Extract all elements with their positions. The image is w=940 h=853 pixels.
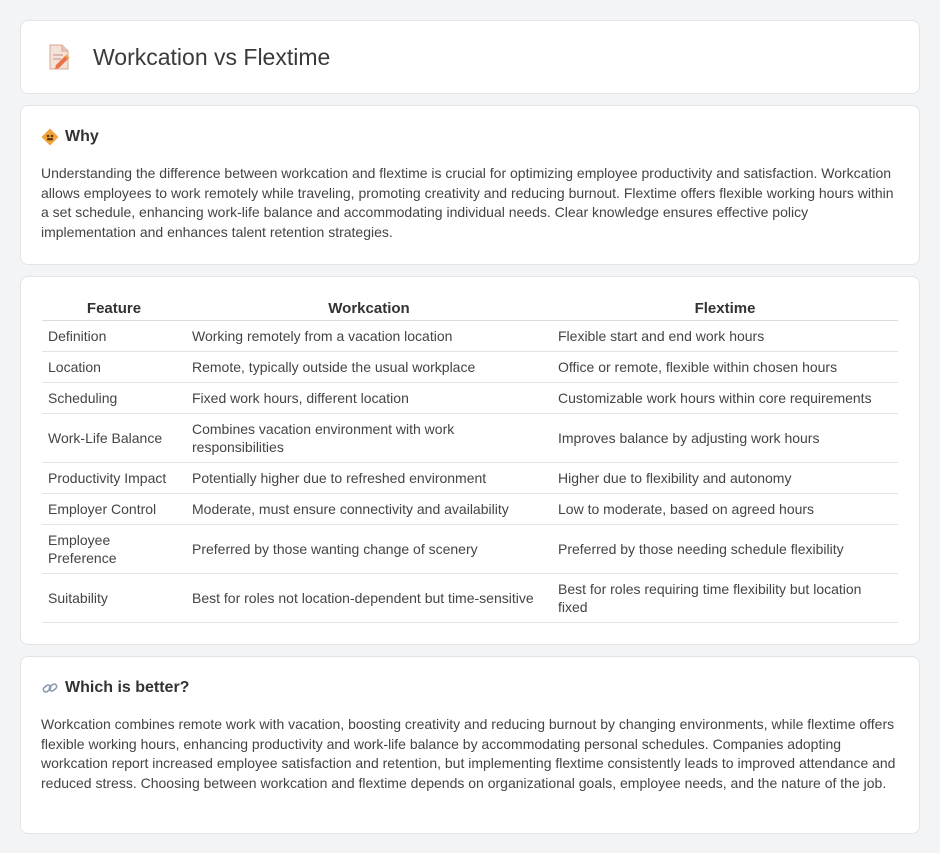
workcation-cell: Moderate, must ensure connectivity and availability <box>186 494 552 525</box>
header-workcation: Workcation <box>186 297 552 321</box>
header-feature: Feature <box>42 297 186 321</box>
flextime-cell: Flexible start and end work hours <box>552 321 898 352</box>
workcation-cell: Preferred by those wanting change of scenery <box>186 525 552 574</box>
why-heading: Why <box>65 128 99 145</box>
flextime-cell: Low to moderate, based on agreed hours <box>552 494 898 525</box>
table-row <box>42 525 898 574</box>
workcation-cell: Best for roles not location-dependent but time-sensitive <box>186 574 552 623</box>
workcation-cell: Potentially higher due to refreshed environment <box>186 463 552 494</box>
link-icon <box>41 679 59 697</box>
workcation-cell: Fixed work hours, different location <box>186 383 552 414</box>
why-text: Understanding the difference between workcation and flextime is crucial for optimizing employee productivity and satisfaction. Workcation allows employees to work remotely while traveling, promoting creativity and reducing burnout. Flextime offers flexible working hours within a set schedule, enhancing work-life balance and accommodating individual needs. Clear knowledge ensures effective policy implementation and enhances talent retention strategies. <box>41 165 894 240</box>
workcation-cell: Working remotely from a vacation location <box>186 321 552 352</box>
workcation-cell: Combines vacation environment with work responsibilities <box>186 414 552 463</box>
table-row <box>42 494 898 525</box>
table-row <box>42 574 898 623</box>
table-row <box>42 414 898 463</box>
flextime-cell: Higher due to flexibility and autonomy <box>552 463 898 494</box>
better-heading: Which is better? <box>65 679 190 696</box>
comparison-table <box>42 297 898 623</box>
flextime-cell: Office or remote, flexible within chosen hours <box>552 352 898 383</box>
header-flextime: Flextime <box>552 297 898 321</box>
comparison-table-card <box>20 276 920 645</box>
flextime-cell: Best for roles requiring time flexibility but location fixed <box>552 574 898 623</box>
flextime-cell: Customizable work hours within core requirements <box>552 383 898 414</box>
feature-cell: Employer Control <box>42 494 186 525</box>
page-title: Workcation vs Flextime <box>93 43 331 70</box>
diamond-sign-icon <box>41 128 59 146</box>
table-row <box>42 352 898 383</box>
document-pencil-icon <box>47 44 71 70</box>
table-row <box>42 321 898 352</box>
why-section <box>20 105 920 265</box>
table-row <box>42 463 898 494</box>
better-text: Workcation combines remote work with vacation, boosting creativity and reducing burnout by changing environments, while flextime offers flexible working hours, enhancing productivity and work-life balance by accommodating personal schedules. Companies adopting workcation report increased employee satisfaction and retention, but implementing flextime consistently leads to improved attendance and reduced stress. Choosing between workcation and flextime depends on organizational goals, employee needs, and the nature of the job. <box>41 716 896 791</box>
feature-cell: Productivity Impact <box>42 463 186 494</box>
which-is-better-section <box>20 656 920 834</box>
feature-cell: Work-Life Balance <box>42 414 186 463</box>
workcation-cell: Remote, typically outside the usual workplace <box>186 352 552 383</box>
header-card <box>20 20 920 94</box>
flextime-cell: Preferred by those needing schedule flexibility <box>552 525 898 574</box>
feature-cell: Location <box>42 352 186 383</box>
table-row <box>42 383 898 414</box>
feature-cell: Employee Preference <box>42 525 186 574</box>
feature-cell: Suitability <box>42 574 186 623</box>
feature-cell: Scheduling <box>42 383 186 414</box>
feature-cell: Definition <box>42 321 186 352</box>
flextime-cell: Improves balance by adjusting work hours <box>552 414 898 463</box>
